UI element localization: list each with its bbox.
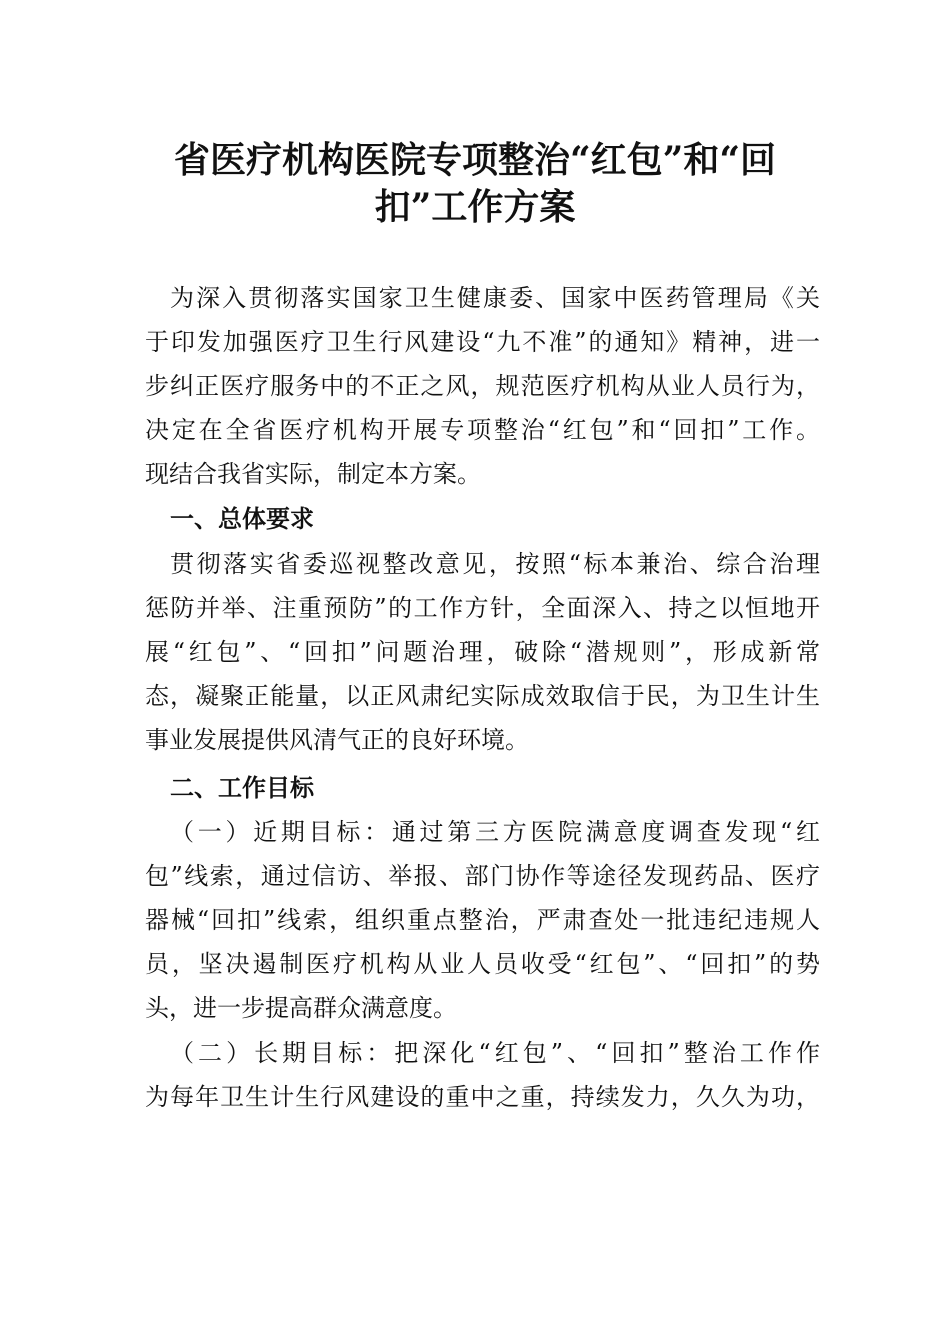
paragraph-line: 包”线索，通过信访、举报、部门协作等途径发现药品、医疗: [145, 862, 820, 890]
paragraph-line: 为深入贯彻落实国家卫生健康委、国家中医药管理局《关: [170, 284, 820, 312]
paragraph-line: 器械“回扣”线索，组织重点整治，严肃查处一批违纪违规人: [145, 906, 820, 934]
title-line-2: 扣”工作方案: [374, 186, 576, 228]
paragraph-line: 员，坚决遏制医疗机构从业人员收受“红包”、“回扣”的势: [145, 950, 820, 978]
paragraph-line: 事业发展提供风清气正的良好环境。: [145, 726, 529, 754]
paragraph-line: 态，凝聚正能量，以正风肃纪实际成效取信于民，为卫生计生: [145, 682, 820, 710]
paragraph-line: 为每年卫生计生行风建设的重中之重，持续发力，久久为功，: [145, 1083, 820, 1111]
paragraph-line: 展“红包”、“回扣”问题治理，破除“潜规则”，形成新常: [145, 638, 820, 666]
section-heading: 二、工作目标: [170, 774, 314, 802]
section-heading: 一、总体要求: [170, 505, 314, 533]
paragraph-line: （一）近期目标：通过第三方医院满意度调查发现“红: [170, 818, 820, 846]
title-line-1: 省医疗机构医院专项整治“红包”和“回: [173, 139, 777, 181]
paragraph-line: 头，进一步提高群众满意度。: [145, 994, 457, 1022]
paragraph-line: 步纠正医疗服务中的不正之风，规范医疗机构从业人员行为，: [145, 372, 820, 400]
paragraph-line: 于印发加强医疗卫生行风建设“九不准”的通知》精神，进一: [145, 328, 820, 356]
paragraph-line: 现结合我省实际，制定本方案。: [145, 460, 481, 488]
paragraph-line: 贯彻落实省委巡视整改意见，按照“标本兼治、综合治理: [170, 550, 820, 578]
paragraph-line: （二）长期目标：把深化“红包”、“回扣”整治工作作: [170, 1039, 820, 1067]
paragraph-line: 决定在全省医疗机构开展专项整治“红包”和“回扣”工作。: [145, 416, 820, 444]
paragraph-line: 惩防并举、注重预防”的工作方针，全面深入、持之以恒地开: [145, 594, 820, 622]
